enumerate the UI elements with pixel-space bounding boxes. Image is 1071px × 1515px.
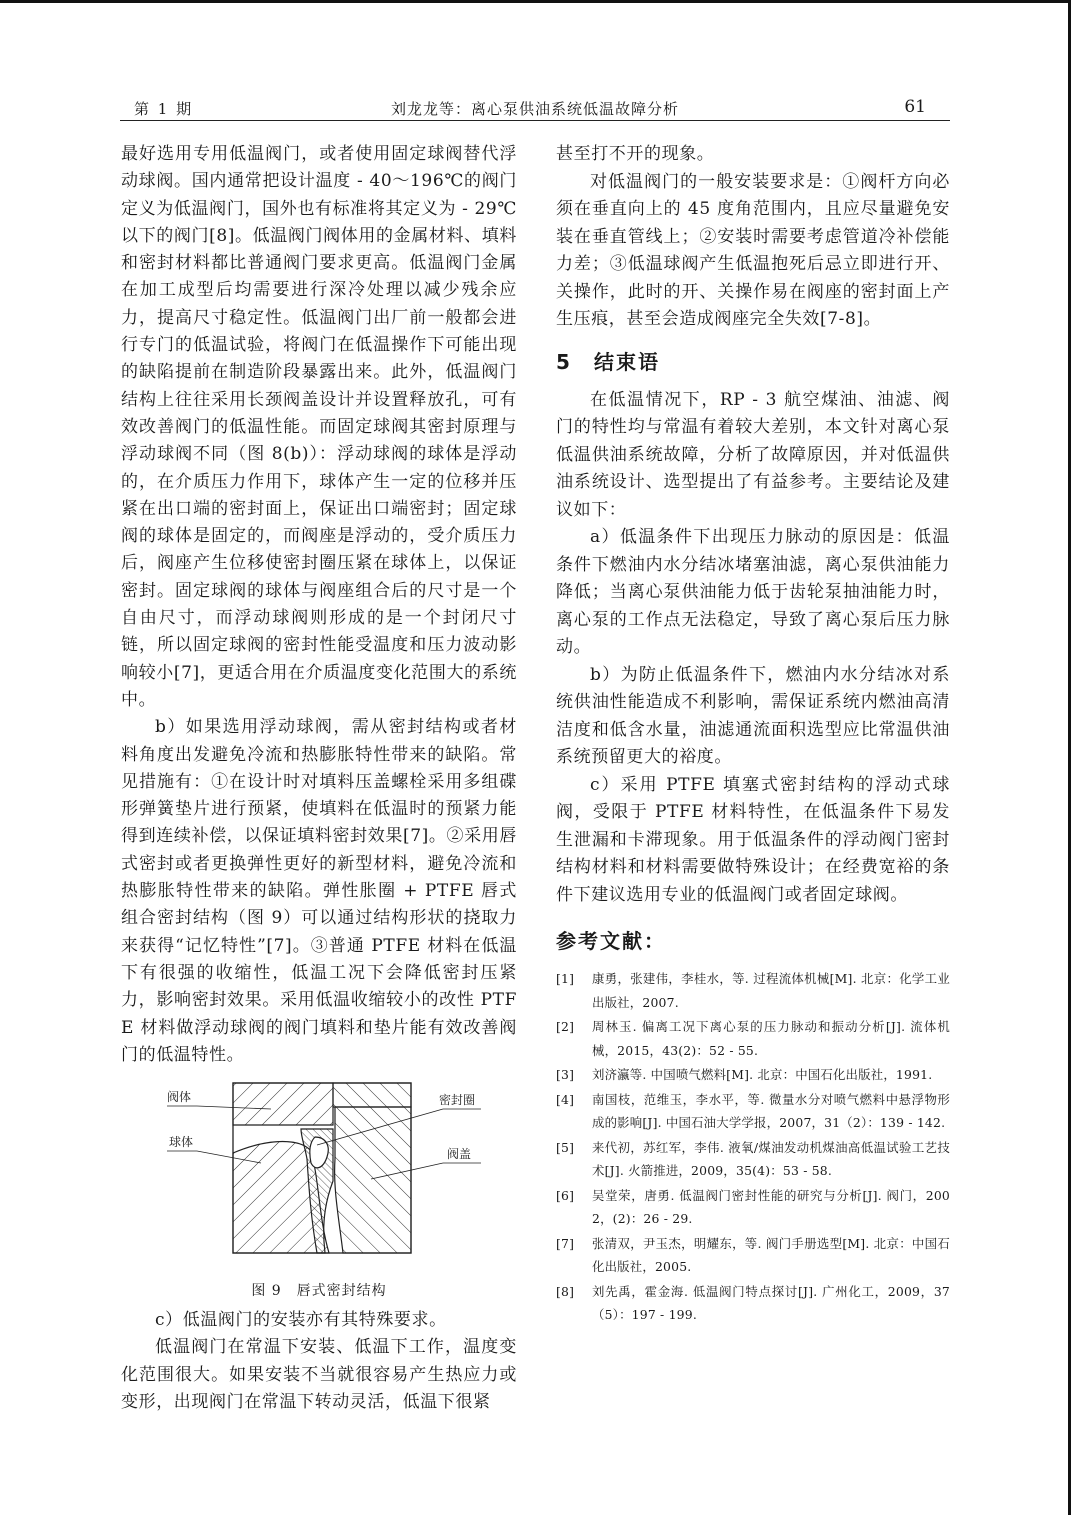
section-title: 结束语: [594, 349, 660, 374]
lip-seal-diagram: [121, 1079, 517, 1279]
reference-list: [556, 967, 950, 1327]
page-top-edge: [0, 0, 1071, 3]
label-ball: 球体: [169, 1135, 194, 1150]
figure-lip-seal: [121, 1079, 517, 1279]
issue-number: 第 1 期: [134, 100, 194, 118]
running-header: [120, 96, 950, 122]
reference-index: [7]: [556, 1235, 575, 1251]
running-title: 刘龙龙等：离心泵供油系统低温故障分析: [390, 100, 679, 118]
body-paragraph: 对低温阀门的一般安装要求是：①阀杆方向必须在垂直向上的 45 度角范围内，且应尽量避免安装在垂直管线上；②安装时需要考虑管道冷补偿能力差；③低温球阀产生低温抱死后忌立即进行开、关操作，此时的开、关操作易在阀座的密封面上产生压痕，甚至会造成阀座完全失效[7-8]。: [556, 171, 950, 329]
reference-index: [5]: [556, 1139, 575, 1155]
reference-text: 刘先禹，霍金海. 低温阀门特点探讨[J]. 广州化工，2009，37（5）：197 - 199.: [592, 1283, 950, 1322]
bonnet-top-shape: [333, 1083, 411, 1107]
figure-caption: 图 9 唇式密封结构: [251, 1283, 387, 1300]
reference-item: [556, 1063, 950, 1087]
body-paragraph: 在低温情况下，RP - 3 航空煤油、油滤、阀门的特性均与常温有着较大差别，本文针对离心泵低温供油系统故障，分析了故障原因，并对低温供油系统设计、选型提出了有益参考。主要结论及建议如下：: [556, 389, 950, 520]
reference-item: [556, 1015, 950, 1062]
reference-item: [556, 1088, 950, 1135]
reference-item: [556, 1232, 950, 1279]
reference-index: [3]: [556, 1067, 575, 1082]
body-paragraph: b）如果选用浮动球阀，需从密封结构或者材料角度出发避免冷流和热膨胀特性带来的缺陷。常见措施有：①在设计时对填料压盖螺栓采用多组碟形弹簧垫片进行预紧，使填料在低温时的预紧力能得到连续补偿，以保证填料密封效果[7]。②采用唇式密封或者更换弹性更好的新型材料，避免冷流和热膨胀特性带来的缺陷。弹性胀圈 + PTFE 唇式组合密封结构（图 9）可以通过结构形状的挠取力来获得“记忆特性”[7]。③普通 PTFE 材料在低温下有很强的收缩性，低温工况下会降低密封压紧力，影响密封效果。采用低温收缩较小的改性 PTFE 材料做浮动球阀的阀门填料和垫片能有效改善阀门的低温特性。: [121, 717, 517, 1065]
page-number: 61: [904, 97, 926, 117]
reference-text: 来代初，苏红军，李伟. 液氧/煤油发动机煤油高低温试验工艺技术[J]. 火箭推进，2009，35(4)：53 - 58.: [592, 1139, 950, 1178]
reference-index: [2]: [556, 1019, 575, 1034]
body-paragraph: b）为防止低温条件下，燃油内水分结冰对系统供油性能造成不利影响，需保证系统内燃油高清洁度和低含水量，油滤通流面积选型应比常温供油系统预留更大的裕度。: [556, 664, 950, 767]
body-paragraph: 低温阀门在常温下安装、低温下工作，温度变化范围很大。如果安装不当就很容易产生热应力或变形，出现阀门在常温下转动灵活，低温下很紧: [121, 1337, 517, 1412]
reference-text: 张清双，尹玉杰，明耀东，等. 阀门手册选型[M]. 北京：中国石化出版社，2005.: [592, 1235, 950, 1274]
body-paragraph: 最好选用专用低温阀门，或者使用固定球阀替代浮动球阀。国内通常把设计温度 - 40～196℃的阀门定义为低温阀门，国外也有标准将其定义为 - 29℃以下的阀门[8]。低温阀门阀体用的金属材料、填料和密封材料都比普通阀门要求更高。低温阀门金属在加工成型后均需要进行深冷处理以减少残余应力，提高尺寸稳定性。低温阀门出厂前一般都会进行专门的低温试验，将阀门在低温操作下可能出现的缺陷提前在制造阶段暴露出来。此外，低温阀门结构上往往采用长颈阀盖设计并设置释放孔，可有效改善阀门的低温性能。而固定球阀其密封原理与浮动球阀不同（图 8(b)）：浮动球阀的球体是浮动的，在介质压力作用下，球体产生一定的位移并压紧在出口端的密封面上，保证出口端密封；固定球阀的球体是固定的，而阀座是浮动的，受介质压力后，阀座产生位移使密封圈压紧在球体上，以保证密封。固定球阀的球体与阀座组合后的尺寸是一个自由尺寸，而浮动球阀则形成的是一个封闭尺寸链，所以固定球阀的密封性能受温度和压力波动影响较小[7]，更适合用在介质温度变化范围大的系统中。: [121, 144, 517, 710]
label-valve-body: 阀体: [167, 1090, 192, 1105]
section-number: 5: [556, 349, 572, 374]
header-rule: [120, 120, 950, 121]
reference-text: 康勇，张建伟，李桂水，等. 过程流体机械[M]. 北京：化学工业出版社，2007.: [592, 971, 950, 1010]
reference-item: [556, 1136, 950, 1183]
right-column: [556, 141, 950, 1328]
reference-text: 周林玉. 偏离工况下离心泵的压力脉动和振动分析[J]. 流体机械，2015，43(2)：52 - 55.: [592, 1019, 950, 1058]
reference-index: [6]: [556, 1187, 575, 1203]
references-heading: 参考文献：: [556, 929, 666, 953]
label-bonnet: 阀盖: [447, 1147, 472, 1162]
reference-index: [1]: [556, 971, 575, 986]
reference-item: [556, 967, 950, 1014]
reference-item: [556, 1280, 950, 1327]
reference-text: 刘济瀛等. 中国喷气燃料[M]. 北京：中国石化出版社，1991.: [592, 1067, 933, 1082]
left-column: [121, 141, 517, 1416]
reference-item: [556, 1184, 950, 1231]
label-seal-ring: 密封圈: [439, 1093, 476, 1108]
body-paragraph: c）低温阀门的安装亦有其特殊要求。: [155, 1310, 447, 1331]
valve-body-shape: [233, 1083, 333, 1125]
section-heading: [556, 348, 950, 376]
body-paragraph: a）低温条件下出现压力脉动的原因是：低温条件下燃油内水分结冰堵塞油滤，离心泵供油能力降低；当离心泵供油能力低于齿轮泵抽油能力时，离心泵的工作点无法稳定，导致了离心泵后压力脉动。: [556, 527, 950, 657]
body-paragraph: c）采用 PTFE 填塞式密封结构的浮动式球阀，受限于 PTFE 材料特性，在低温条件下易发生泄漏和卡滞现象。用于低温条件的浮动阀门密封结构材料和材料需要做特殊设计；在经费宽裕的条件下建议选用专业的低温阀门或者固定球阀。: [556, 774, 950, 905]
reference-index: [8]: [556, 1283, 575, 1299]
body-paragraph: 甚至打不开的现象。: [556, 144, 715, 164]
reference-index: [4]: [556, 1091, 575, 1107]
reference-text: 南国枝，范维玉，李水平，等. 微量水分对喷气燃料中悬浮物形成的影响[J]. 中国石油大学学报，2007，31（2）：139 - 142.: [592, 1091, 950, 1130]
reference-text: 吴堂荣，唐勇. 低温阀门密封性能的研究与分析[J]. 阀门，2002，(2)：26 - 29.: [592, 1187, 950, 1226]
